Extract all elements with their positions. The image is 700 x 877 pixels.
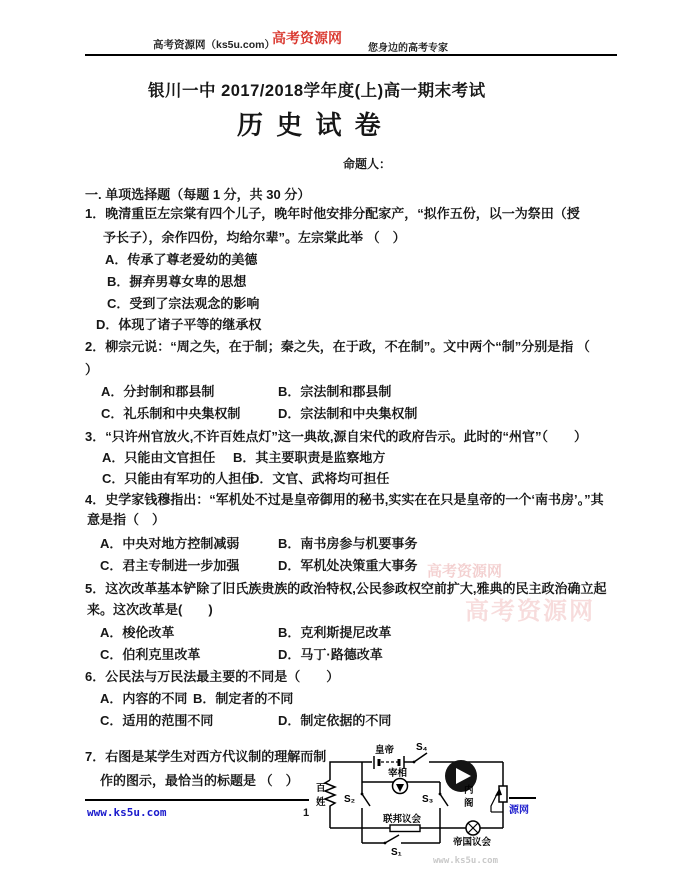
switch-s3-label: S₃ [422,794,434,805]
watermark-pink-large: 高考资源网 [465,598,595,625]
site-logo: 高考资源网 [272,30,342,46]
representative-system-circuit-diagram [315,722,520,874]
link-fragment[interactable]: 源网 [509,805,529,816]
q7-stem-line1: 7．右图是某学生对西方代议制的理解而制 [85,749,327,764]
switch-s1-label: S₁ [391,847,402,858]
switch-s4-label: S₄ [416,742,428,753]
federal-council-box [390,825,420,832]
q1-option-d: D．体现了诸子平等的继承权 [96,317,262,332]
q2-option-d: D．宗法制和中央集权制 [278,406,418,421]
people-label-2: 姓 [316,797,326,808]
q6-option-c: C．适用的范围不同 [100,713,214,728]
switch-s1-blade [385,835,399,843]
q3-stem-line1: 3．“只许州官放火,不许百姓点灯”这一典故,源自宋代的政府告示。此时的“州官”（ ） [85,429,587,444]
q5-option-a: A．梭伦改革 [100,625,175,640]
q1-stem-line1: 1．晚清重臣左宗棠有四个儿子，晚年时他安排分配家产，“拟作五份，以一为祭田（授 [85,206,580,221]
chancellor-label: 宰相 [388,768,408,779]
q4-stem-line1: 4．史学家钱穆指出：“军机处不过是皇帝御用的秘书,实实在在只是皇帝的一个‘南书房’。”其 [85,492,604,507]
footer-divider [85,799,309,801]
q5-stem-line2: 来。这次改革是( ) [87,602,213,617]
q1-option-c: C．受到了宗法观念的影响 [107,296,260,311]
q4-option-d: D．军机处决策重大事务 [278,558,418,573]
q2-option-b: B．宗法制和郡县制 [278,384,392,399]
cabinet-label-1: 内 [464,785,474,796]
switch-s2-label: S₂ [344,794,356,805]
q6-option-a: A．内容的不同 [100,691,188,706]
header-site-text: 高考资源网（ks5u.com） [153,39,275,51]
q3-option-a: A．只能由文官担任 [102,450,216,465]
wire-top-left [330,762,372,780]
switch-s2-blade [362,794,370,806]
q1-option-b: B．摒弃男尊女卑的思想 [107,274,247,289]
link-fragment-overline [509,797,536,799]
switch-s3-blade [440,794,448,806]
q1-stem-line2: 予长子），余作四份，均给尔辈”。左宗棠此举 （ ） [103,230,406,245]
author-label: 命题人： [343,157,392,171]
paper-title: 历 史 试 卷 [237,110,384,140]
switch-s4-blade [414,753,427,762]
q3-option-b: B．其主要职责是监察地方 [233,450,386,465]
section-heading: 一. 单项选择题（每题 1 分，共 30 分） [85,187,311,202]
federal-council-label: 联邦议会 [383,814,422,825]
q4-stem-line2: 意是指（ ） [87,512,166,527]
q4-option-b: B．南书房参与机要事务 [278,536,418,551]
q1-option-a: A．传承了尊老爱幼的美德 [105,252,258,267]
q4-option-c: C．君主专制进一步加强 [100,558,240,573]
q5-option-b: B．克利斯提尼改革 [278,625,392,640]
q2-stem-line1: 2．柳宗元说：“周之失，在于制；秦之失，在于政，不在制”。文中两个“制”分别是指 （ [85,339,590,354]
resistor-icon [325,780,335,828]
q4-option-a: A．中央对地方控制减弱 [100,536,240,551]
q6-stem-line1: 6．公民法与万民法最主要的不同是（ ） [85,669,340,684]
q6-option-b: B．制定者的不同 [193,691,294,706]
exam-title: 银川一中 2017/2018学年度(上)高一期末考试 [148,82,486,100]
q2-option-c: C．礼乐制和中央集权制 [101,406,241,421]
watermark-pink-small: 高考资源网 [427,563,503,580]
header-tagline: 您身边的高考专家 [368,43,448,54]
q5-option-d: D．马丁·路德改革 [278,647,383,662]
watermark-gray-site: www.ks5u.com [433,856,499,866]
q5-stem-line1: 5．这次改革基本铲除了旧氏族贵族的政治特权,公民参政权空前扩大,雅典的民主政治确立起 [85,581,607,596]
q6-option-d: D．制定依据的不同 [278,713,392,728]
header-divider [85,54,617,56]
q3-option-d: D．文官、武将均可担任 [250,471,390,486]
q3-option-c: C．只能由有军功的人担任 [102,471,255,486]
q5-option-c: C．伯利克里改革 [100,647,201,662]
emperor-label: 皇帝 [375,745,395,756]
q7-stem-line2: 作的图示，最恰当的标题是 （ ） [100,773,299,788]
people-label-1: 百 [316,783,326,794]
cabinet-label-2: 阁 [464,798,474,809]
q2-stem-line2: ） [85,362,99,377]
page-number: 1 [303,807,310,819]
imperial-parliament-label: 帝国议会 [453,837,492,848]
q2-option-a: A．分封制和郡县制 [101,384,215,399]
footer-site-link[interactable]: www.ks5u.com [87,806,167,819]
